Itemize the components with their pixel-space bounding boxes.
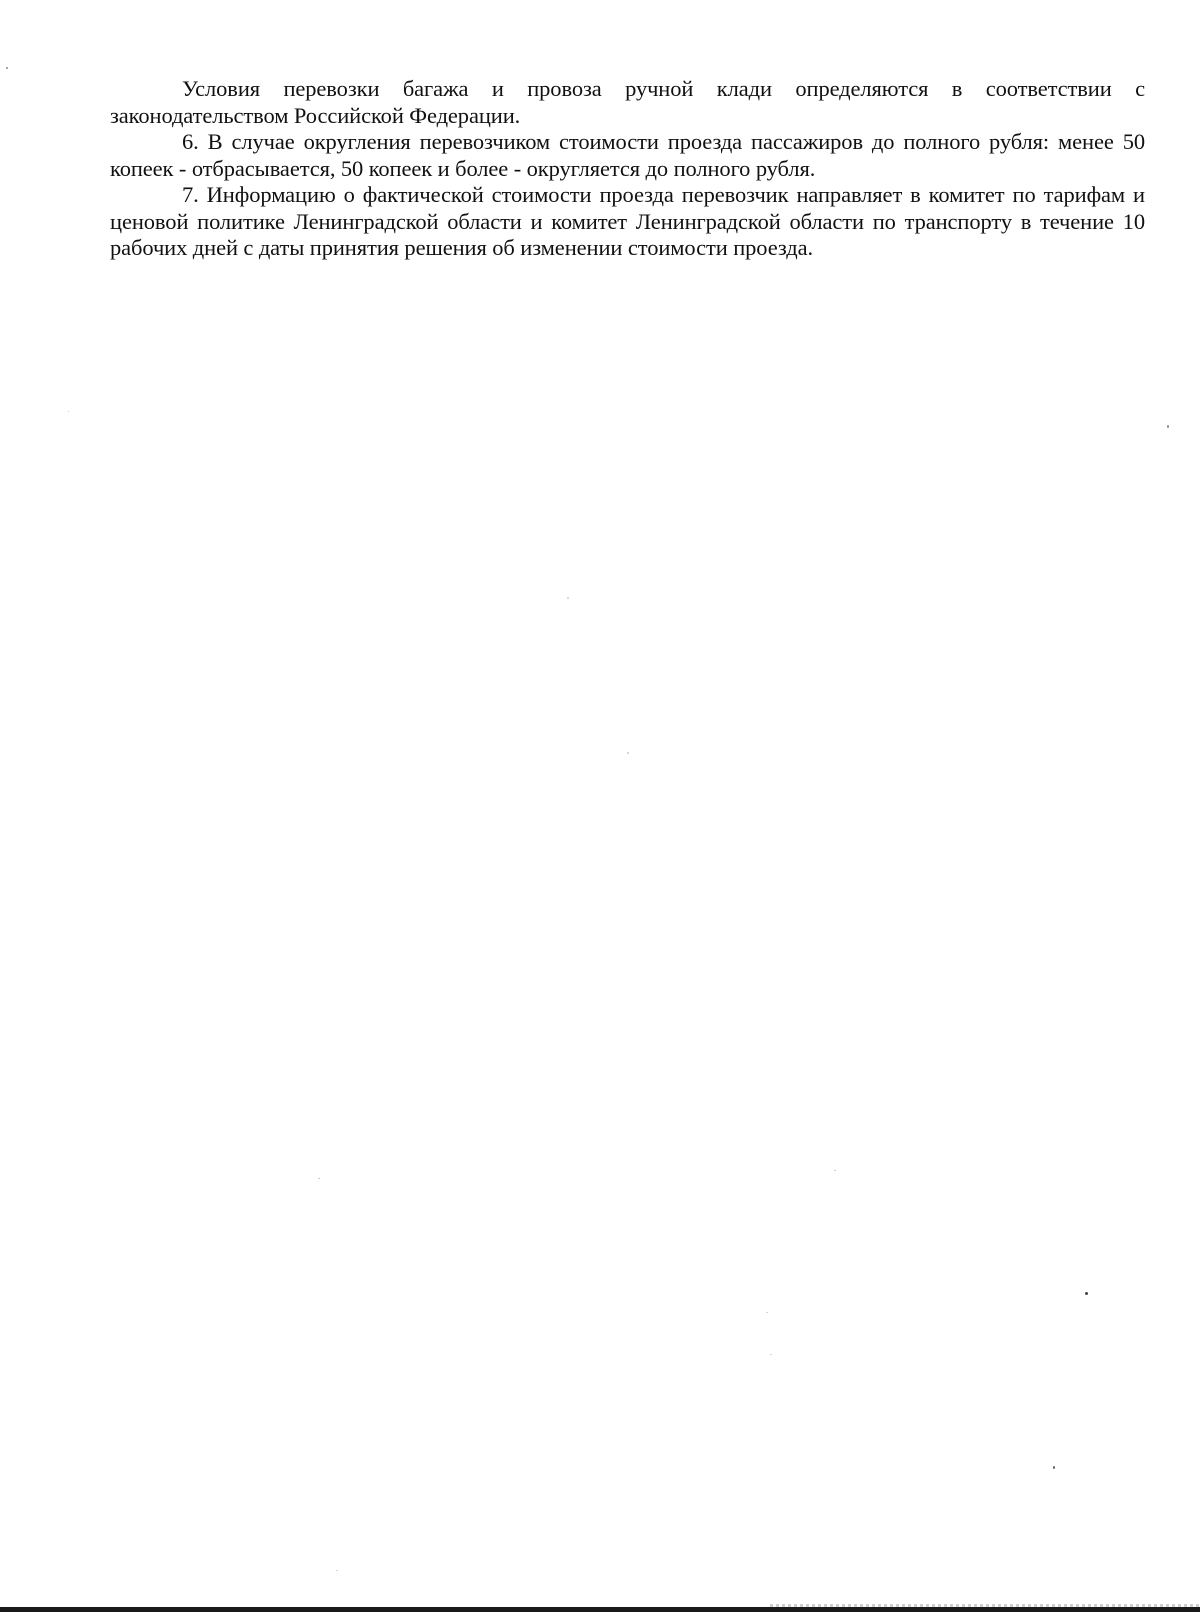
scan-speck [6,67,8,69]
paragraph-baggage-conditions: Условия перевозки багажа и провоза ручной клади определяются в соответствии с законодательством Российской Федерации. [110,76,1145,128]
scan-speck [834,1170,836,1171]
scan-bottom-edge [0,1607,1200,1612]
document-body [110,76,1145,262]
paragraph-fare-information: 7. Информацию о фактической стоимости проезда перевозчик направляет в комитет по тарифам и ценовой политике Ленинградской области и комитет Ленинградской области по транспорту в течение 10 рабочих дней с даты принятия решения об изменении стоимости проезда. [110,182,1145,260]
scan-speck [627,752,629,754]
scan-speck [1167,425,1169,428]
scan-speck [770,1354,772,1355]
scan-speck [68,411,69,412]
scan-speck [336,1570,338,1571]
paragraph-fare-rounding: 6. В случае округления перевозчиком стоимости проезда пассажиров до полного рубля: менее 50 копеек - отбрасывается, 50 копеек и более - округляется до полного рубля. [110,129,1145,181]
scan-speck [1085,1292,1088,1295]
scan-speck [766,1312,768,1313]
scan-speck [318,1178,320,1179]
scan-speck [1053,1466,1055,1469]
scan-speck [567,597,569,599]
